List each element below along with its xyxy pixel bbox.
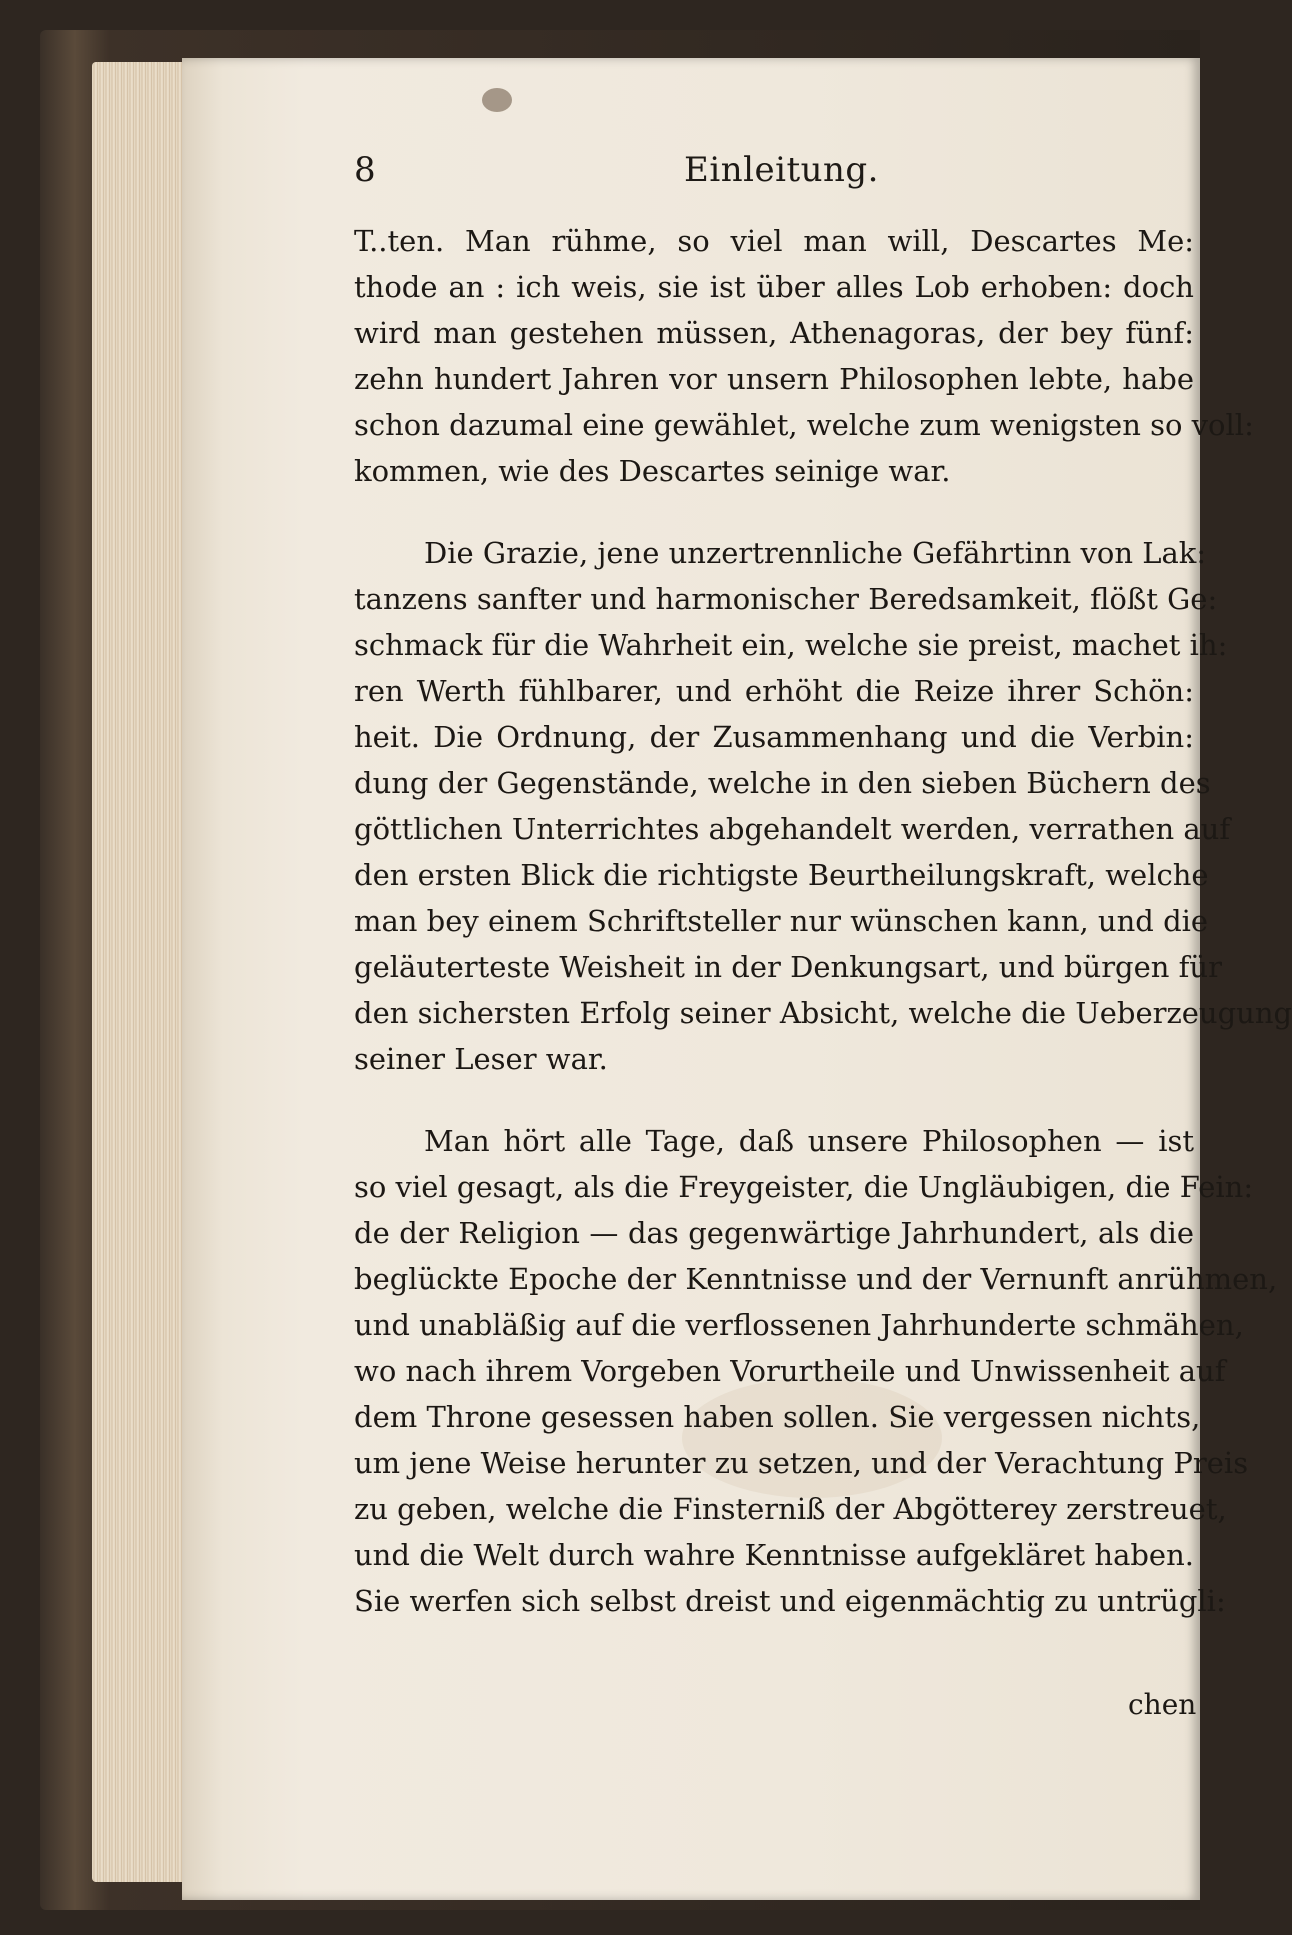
text-line: göttlichen Unterrichtes abgehandelt werden, verrathen auf <box>354 812 1231 846</box>
text-line: de der Religion — das gegenwärtige Jahrhundert, als die <box>354 1216 1194 1250</box>
text-line: zehn hundert Jahren vor unsern Philosophen lebte, habe <box>354 362 1194 396</box>
paragraph <box>354 530 1292 1082</box>
page-number: 8 <box>354 150 376 190</box>
body-text <box>354 218 1292 1624</box>
text-line: schmack für die Wahrheit ein, welche sie preist, machet ih: <box>354 628 1228 662</box>
text-line: und die Welt durch wahre Kenntnisse aufgekläret haben. <box>354 1538 1194 1572</box>
text-line: heit. Die Ordnung, der Zusammenhang und die Verbin: <box>354 720 1194 754</box>
text-line: wird man gestehen müssen, Athenagoras, der bey fünf: <box>354 316 1194 350</box>
text-line: zu geben, welche die Finsterniß der Abgötterey zerstreuet, <box>354 1492 1227 1526</box>
text-line: Sie werfen sich selbst dreist und eigenmächtig zu untrügli: <box>354 1584 1226 1618</box>
text-line: kommen, wie des Descartes seinige war. <box>354 454 951 488</box>
text-line: seiner Leser war. <box>354 1042 608 1076</box>
catchword: chen <box>1128 1688 1197 1721</box>
paragraph <box>354 218 1254 494</box>
text-line: dung der Gegenstände, welche in den sieben Büchern des <box>354 766 1211 800</box>
text-line: man bey einem Schriftsteller nur wünschen kann, und die <box>354 904 1209 938</box>
text-line: geläuterteste Weisheit in der Denkungsart, und bürgen für <box>354 950 1222 984</box>
text-line: Man hört alle Tage, daß unsere Philosophen — ist <box>424 1124 1194 1158</box>
text-line: den ersten Blick die richtigste Beurtheilungskraft, welche <box>354 858 1209 892</box>
text-line: und unabläßig auf die verflossenen Jahrhunderte schmähen, <box>354 1308 1244 1342</box>
text-line: ren Werth fühlbarer, und erhöht die Reize ihrer Schön: <box>354 674 1194 708</box>
text-line: beglückte Epoche der Kenntnisse und der Vernunft anrühmen, <box>354 1262 1278 1296</box>
paper-stain <box>482 88 512 112</box>
text-line: so viel gesagt, als die Freygeister, die Ungläubigen, die Fein: <box>354 1170 1254 1204</box>
paragraph <box>354 1118 1278 1624</box>
text-line: den sichersten Erfolg seiner Absicht, welche die Ueberzeugung <box>354 996 1292 1030</box>
text-line: um jene Weise herunter zu setzen, und der Verachtung Preis <box>354 1446 1249 1480</box>
text-line: Die Grazie, jene unzertrennliche Gefährtinn von Lak: <box>424 536 1207 570</box>
text-line: thode an : ich weis, sie ist über alles Lob erhoben: doch <box>354 270 1194 304</box>
text-line: T..ten. Man rühme, so viel man will, Descartes Me: <box>354 224 1194 258</box>
page-header <box>354 150 1200 200</box>
text-line: wo nach ihrem Vorgeben Vorurtheile und Unwissenheit auf <box>354 1354 1226 1388</box>
running-head: Einleitung. <box>684 150 879 190</box>
text-line: schon dazumal eine gewählet, welche zum wenigsten so voll: <box>354 408 1254 442</box>
text-line: dem Throne gesessen haben sollen. Sie vergessen nichts, <box>354 1400 1201 1434</box>
text-line: tanzens sanfter und harmonischer Beredsamkeit, flößt Ge: <box>354 582 1218 616</box>
